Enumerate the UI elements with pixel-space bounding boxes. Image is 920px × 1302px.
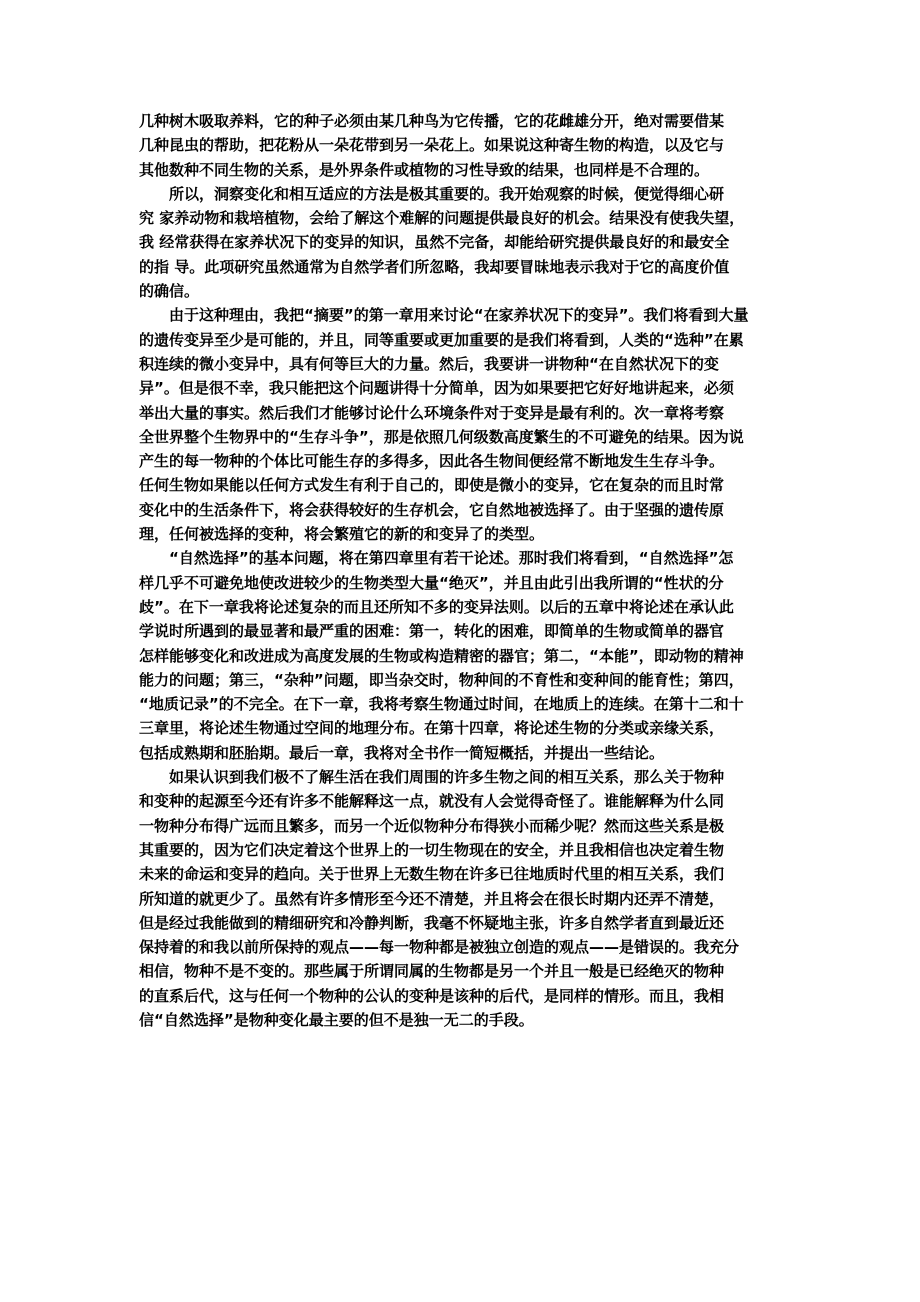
document-page — [139, 109, 787, 1032]
paragraph: 由于这种理由，我把“摘要”的第一章用来讨论“在家养状况下的变异”。我们将看到大量 的遗传变异至少是可能的，并且，同等重要或更加重要的是我们将看到，人类的“选种”在累 积连续的微小变异中，具有何等巨大的力量。然后，我要讲一讲物种“在自然状况下的变 异”。但是很不幸，我只能把这个问题讲得十分简单，因为如果要把它好好地讲起来，必须 举出大量的事实。然后我们才能够讨论什么环境条件对于变异是最有利的。次一章将考察 全世界整个生物界中的“生存斗争”，那是依照几何级数高度繁生的不可避免的结果。因为说 产生的每一物种的个体比可能生存的多得多，因此各生物间便经常不断地发生生存斗争。 任何生物如果能以任何方式发生有利于自己的，即使是微小的变异，它在复杂的而且时常 变化中的生活条件下，将会获得较好的生存机会，它自然地被选择了。由于坚强的遗传原 理，任何被选择的变种，将会繁殖它的新的和变异了的类型。 — [139, 306, 749, 544]
paragraph: 所以，洞察变化和相互适应的方法是极其重要的。我开始观察的时候，便觉得细心研 究 家养动物和栽培植物，会给了解这个难解的问题提供最良好的机会。结果没有使我失望， 我 经常获得在家养状况下的变异的知识，虽然不完备，却能给研究提供最良好的和最安全 的指 导。此项研究虽然通常为自然学者们所忽略，我却要冒昧地表示我对于它的高度价值 的确信。 — [139, 184, 745, 301]
paragraph: 几种树木吸取养料，它的种子必须由某几种鸟为它传播，它的花雌雄分开，绝对需要借某 几种昆虫的帮助，把花粉从一朵花带到另一朵花上。如果说这种寄生物的构造，以及它与 其他数种不同生物的关系，是外界条件或植物的习性导致的结果，也同样是不合理的。 — [139, 112, 725, 179]
paragraph: “自然选择”的基本问题，将在第四章里有若干论述。那时我们将看到，“自然选择”怎 样几乎不可避免地使改进较少的生物类型大量“绝灭”，并且由此引出我所谓的“性状的分 歧”。在下一章我将论述复杂的而且还所知不多的变异法则。以后的五章中将论述在承认此 学说时所遇到的最显著和最严重的困难：第一，转化的困难，即简单的生物或简单的器官 怎样能够变化和改进成为高度发展的生物或构造精密的器官；第二，“本能”，即动物的精神 能力的问题；第三，“杂种”问题，即当杂交时，物种间的不育性和变种间的能育性；第四， “地质记录”的不完全。在下一章，我将考察生物通过时间，在地质上的连续。在第十二和十 三章里，将论述生物通过空间的地理分布。在第十四章，将论述生物的分类或亲缘关系， 包括成熟期和胚胎期。最后一章，我将对全书作一简短概括，并提出一些结论。 — [139, 549, 744, 762]
paragraph: 如果认识到我们极不了解生活在我们周围的许多生物之间的相互关系，那么关于物种 和变种的起源至今还有许多不能解释这一点，就没有人会觉得奇怪了。谁能解释为什么同 一物种分布得广远而且繁多，而另一个近似物种分布得狭小而稀少呢？然而这些关系是极 其重要的，因为它们决定着这个世界上的一切生物现在的安全，并且我相信也决定着生物 未来的命运和变异的趋向。关于世界上无数生物在许多已往地质时代里的相互关系，我们 所知道的就更少了。虽然有许多情形至今还不清楚，并且将会在很长时期内还弄不清楚， 但是经过我能做到的精细研究和冷静判断，我毫不怀疑地主张，许多自然学者直到最近还 保持着的和我以前所保持的观点——每一物种都是被独立创造的观点——是错误的。我充分 相信，物种不是不变的。那些属于所谓同属的生物都是另一个并且一般是已经绝灭的物种 的直系后代，这与任何一个物种的公认的变种是该种的后代，是同样的情形。而且，我相 信“自然选择”是物种变化最主要的但不是独一无二的手段。 — [139, 768, 740, 1029]
